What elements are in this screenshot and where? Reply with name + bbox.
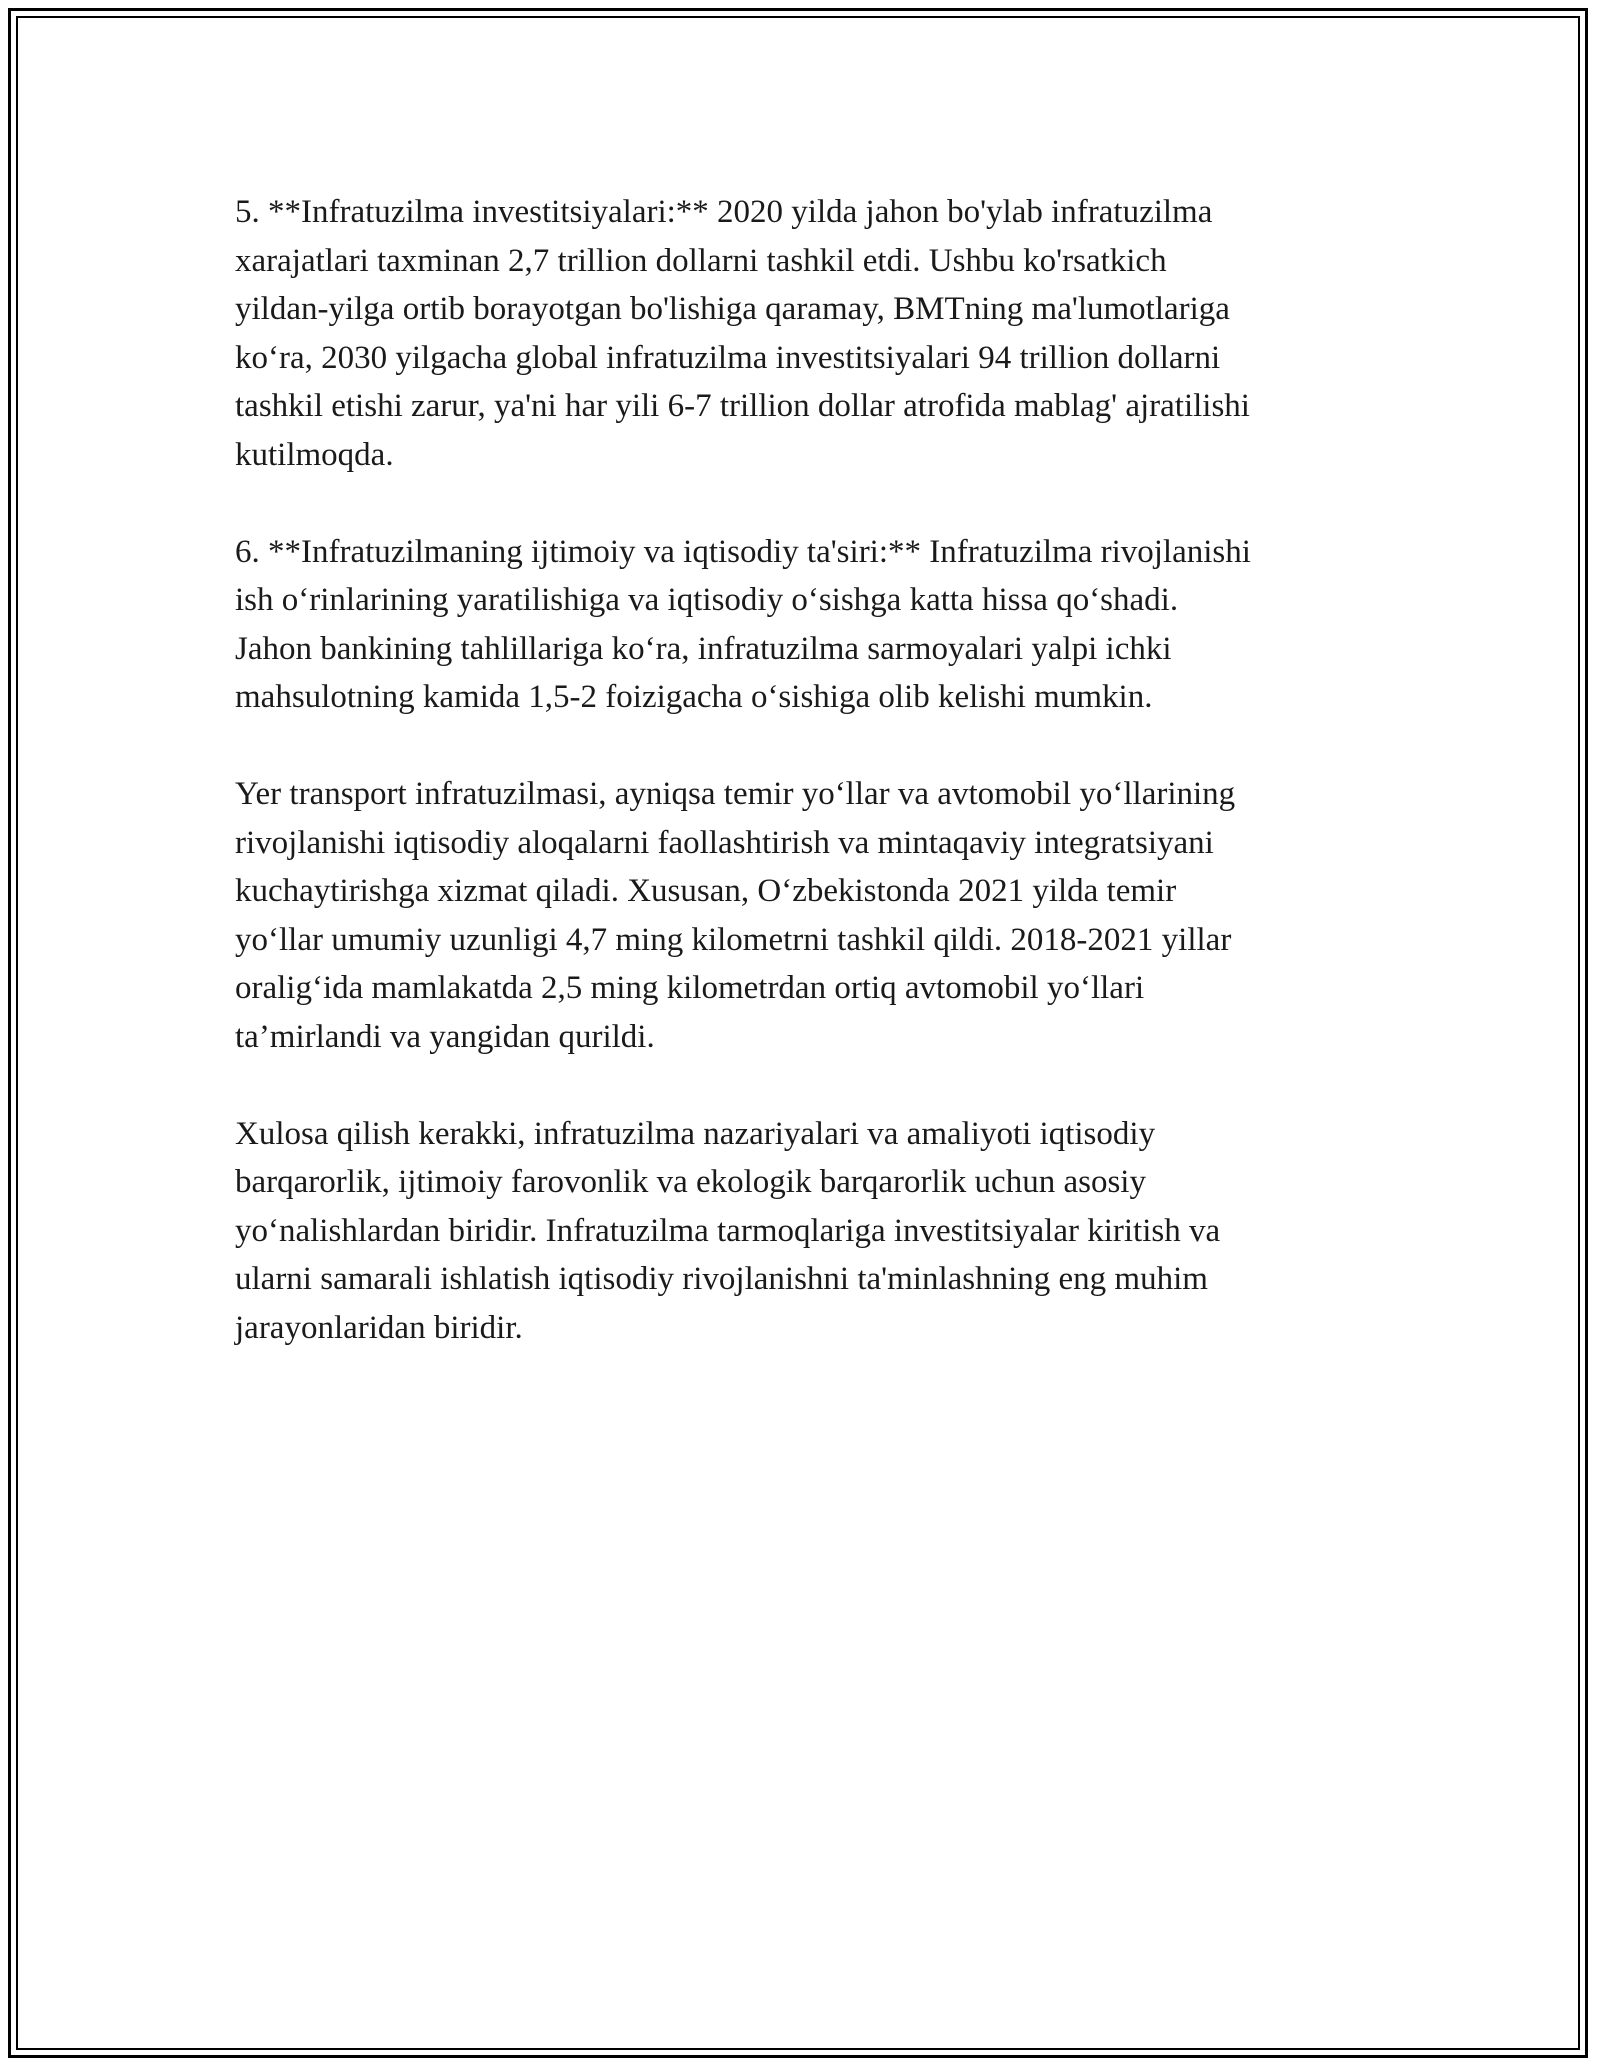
paragraph-infrastructure-investments: 5. **Infratuzilma investitsiyalari:** 2020 yilda jahon bo'ylab infratuzilma xarajatlari taxminan 2,7 trillion dollarni tashkil etdi. Ushbu ko'rsatkich yildan-yilga ortib borayotgan bo'lishiga qaramay, BMTning ma'lumotlariga ko‘ra, 2030 yilgacha global infratuzilma investitsiyalari 94 trillion dollarni tashkil etishi zarur, ya'ni har yili 6-7 trillion dollar atrofida mablag' ajratilishi kutilmoqda.: [235, 194, 1250, 473]
paragraph-land-transport: Yer transport infratuzilmasi, ayniqsa temir yo‘llar va avtomobil yo‘llarining rivojlanishi iqtisodiy aloqalarni faollashtirish va mintaqaviy integratsiyani kuchaytirishga xizmat qiladi. Xususan, O‘zbekistonda 2021 yilda temir yo‘llar umumiy uzunligi 4,7 ming kilometrni tashkil qildi. 2018-2021 yillar oralig‘ida mamlakatda 2,5 ming kilometrdan ortiq avtomobil yo‘llari ta’mirlandi va yangidan qurildi.: [235, 776, 1236, 1055]
document-body: [235, 188, 1385, 1401]
paragraph-conclusion: Xulosa qilish kerakki, infratuzilma nazariyalari va amaliyoti iqtisodiy barqarorlik, ijtimoiy farovonlik va ekologik barqarorlik uchun asosiy yo‘nalishlardan biridir. Infratuzilma tarmoqlariga investitsiyalar kiritish va ularni samarali ishlatish iqtisodiy rivojlanishni ta'minlashning eng muhim jarayonlaridan biridir.: [235, 1115, 1221, 1346]
paragraph-social-economic-impact: 6. **Infratuzilmaning ijtimoiy va iqtisodiy ta'siri:** Infratuzilma rivojlanishi ish o‘rinlarining yaratilishiga va iqtisodiy o‘sishga katta hissa qo‘shadi. Jahon bankining tahlillariga ko‘ra, infratuzilma sarmoyalari yalpi ichki mahsulotning kamida 1,5-2 foizigacha o‘sishiga olib kelishi mumkin.: [235, 533, 1251, 715]
